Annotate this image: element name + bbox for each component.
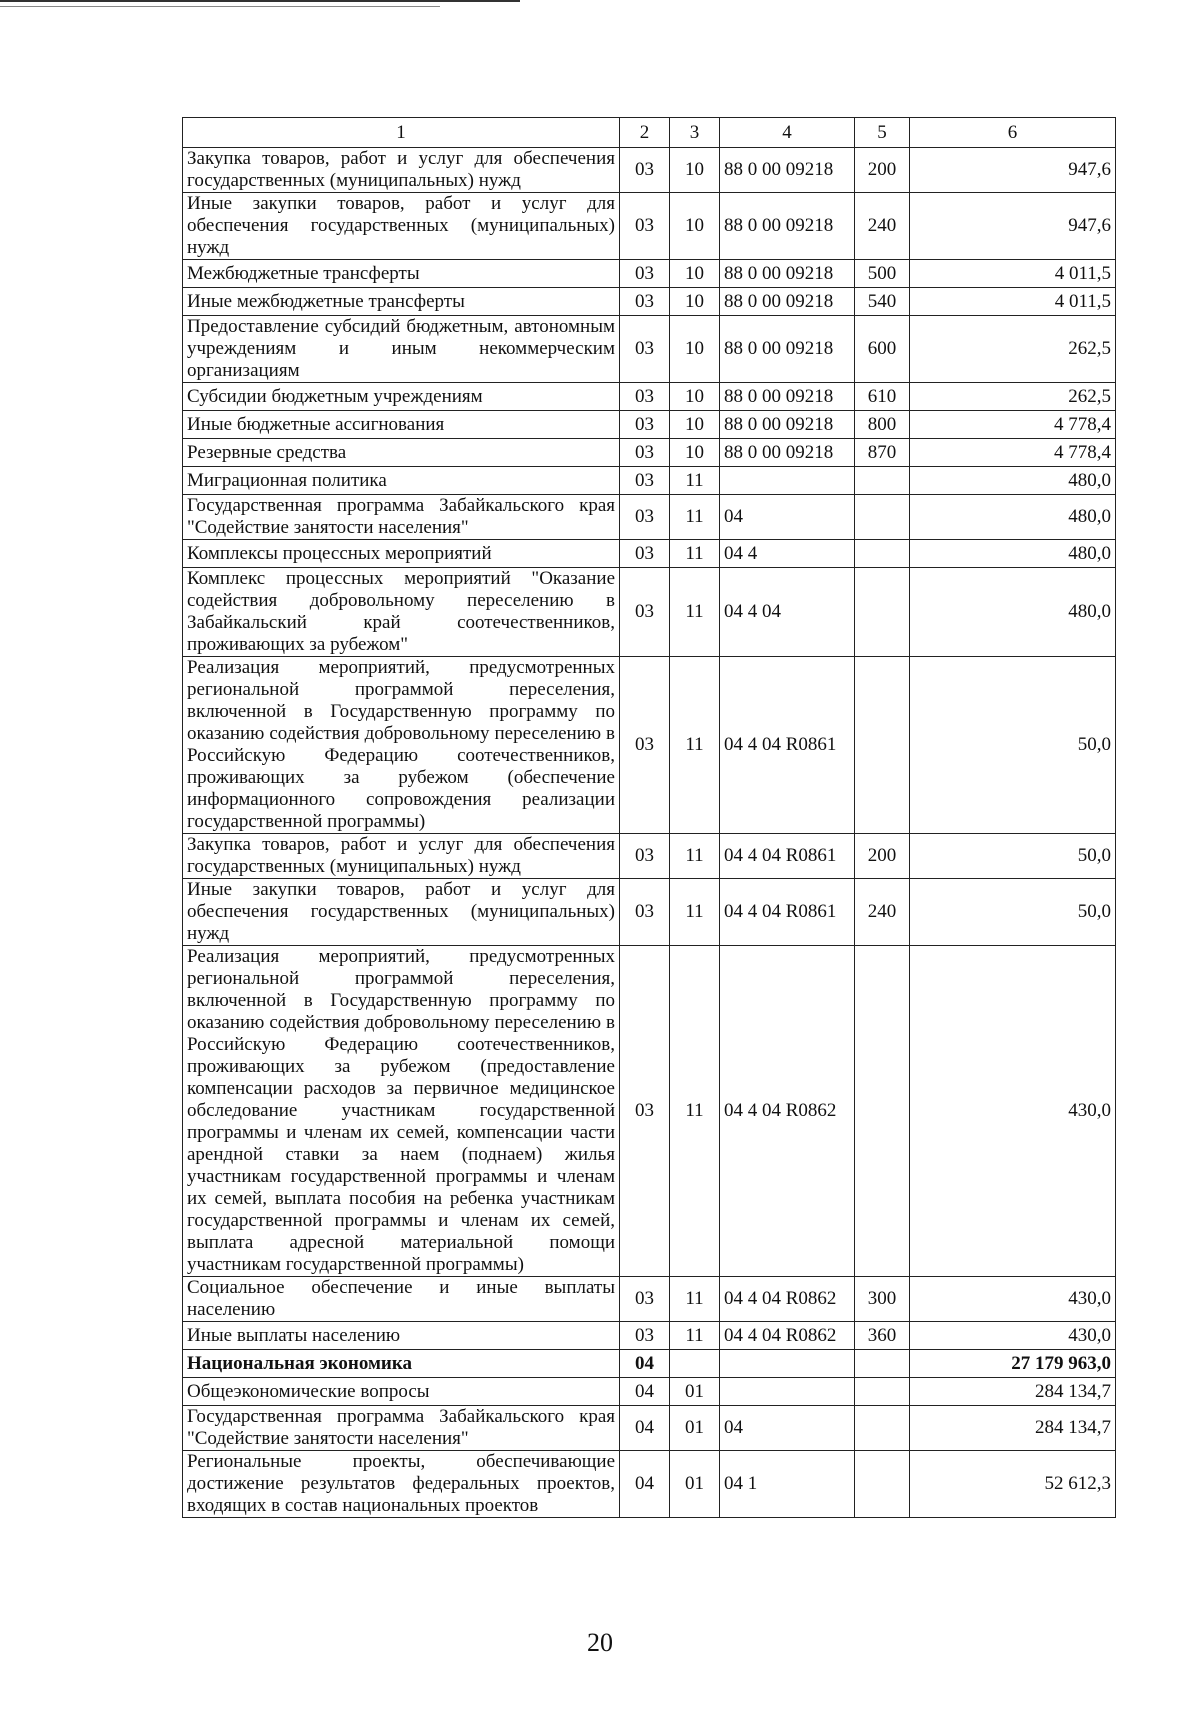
row-subsection: 10 bbox=[670, 193, 720, 260]
row-target-code: 88 0 00 09218 bbox=[720, 316, 855, 383]
row-target-code: 04 4 04 bbox=[720, 568, 855, 657]
row-target-code: 88 0 00 09218 bbox=[720, 439, 855, 467]
row-name: Иные бюджетные ассигнования bbox=[183, 411, 620, 439]
row-target-code: 04 4 04 R0862 bbox=[720, 1322, 855, 1350]
table-row bbox=[183, 879, 1116, 946]
row-expense-type: 240 bbox=[855, 193, 910, 260]
row-name: Миграционная политика bbox=[183, 467, 620, 495]
row-name: Национальная экономика bbox=[183, 1350, 620, 1378]
row-section: 03 bbox=[620, 383, 670, 411]
row-expense-type: 300 bbox=[855, 1277, 910, 1322]
row-subsection: 01 bbox=[670, 1378, 720, 1406]
row-expense-type bbox=[855, 568, 910, 657]
row-amount: 480,0 bbox=[910, 495, 1116, 540]
row-section: 04 bbox=[620, 1378, 670, 1406]
row-name: Иные закупки товаров, работ и услуг для обеспечения государственных (муниципальных) нужд bbox=[183, 193, 620, 260]
table-row bbox=[183, 1277, 1116, 1322]
table-row bbox=[183, 193, 1116, 260]
row-target-code: 04 4 04 R0861 bbox=[720, 879, 855, 946]
row-expense-type bbox=[855, 657, 910, 834]
row-amount: 947,6 bbox=[910, 148, 1116, 193]
row-name: Государственная программа Забайкальского края "Содействие занятости населения" bbox=[183, 1406, 620, 1451]
table-row bbox=[183, 1406, 1116, 1451]
row-target-code: 88 0 00 09218 bbox=[720, 288, 855, 316]
row-section: 04 bbox=[620, 1406, 670, 1451]
row-subsection: 11 bbox=[670, 657, 720, 834]
row-expense-type: 800 bbox=[855, 411, 910, 439]
row-section: 03 bbox=[620, 1277, 670, 1322]
row-amount: 4 778,4 bbox=[910, 411, 1116, 439]
row-subsection: 10 bbox=[670, 383, 720, 411]
row-expense-type bbox=[855, 1451, 910, 1518]
row-amount: 480,0 bbox=[910, 568, 1116, 657]
row-subsection bbox=[670, 1350, 720, 1378]
page-number: 20 bbox=[587, 1628, 613, 1657]
row-target-code: 88 0 00 09218 bbox=[720, 260, 855, 288]
table-header-row bbox=[183, 118, 1116, 148]
row-subsection: 10 bbox=[670, 411, 720, 439]
row-name: Закупка товаров, работ и услуг для обеспечения государственных (муниципальных) нужд bbox=[183, 834, 620, 879]
row-subsection: 10 bbox=[670, 260, 720, 288]
table-row bbox=[183, 260, 1116, 288]
row-subsection: 11 bbox=[670, 946, 720, 1277]
row-expense-type bbox=[855, 467, 910, 495]
row-target-code: 04 4 04 R0861 bbox=[720, 834, 855, 879]
row-target-code: 88 0 00 09218 bbox=[720, 383, 855, 411]
row-subsection: 01 bbox=[670, 1406, 720, 1451]
row-expense-type bbox=[855, 1350, 910, 1378]
table-row bbox=[183, 657, 1116, 834]
row-name: Резервные средства bbox=[183, 439, 620, 467]
row-amount: 50,0 bbox=[910, 834, 1116, 879]
row-section: 03 bbox=[620, 288, 670, 316]
row-expense-type bbox=[855, 1378, 910, 1406]
table-row bbox=[183, 288, 1116, 316]
row-section: 03 bbox=[620, 148, 670, 193]
row-amount: 480,0 bbox=[910, 467, 1116, 495]
scan-top-line bbox=[0, 0, 520, 2]
table-body bbox=[183, 148, 1116, 1518]
row-subsection: 11 bbox=[670, 568, 720, 657]
row-target-code: 04 bbox=[720, 495, 855, 540]
row-section: 03 bbox=[620, 568, 670, 657]
table-row bbox=[183, 946, 1116, 1277]
row-subsection: 10 bbox=[670, 316, 720, 383]
row-target-code bbox=[720, 1350, 855, 1378]
row-amount: 27 179 963,0 bbox=[910, 1350, 1116, 1378]
row-subsection: 11 bbox=[670, 495, 720, 540]
row-target-code: 04 bbox=[720, 1406, 855, 1451]
column-header: 6 bbox=[910, 118, 1116, 148]
row-subsection: 11 bbox=[670, 834, 720, 879]
row-target-code bbox=[720, 1378, 855, 1406]
row-expense-type: 240 bbox=[855, 879, 910, 946]
row-target-code: 88 0 00 09218 bbox=[720, 148, 855, 193]
row-amount: 262,5 bbox=[910, 316, 1116, 383]
table-row bbox=[183, 1378, 1116, 1406]
row-amount: 480,0 bbox=[910, 540, 1116, 568]
table-row bbox=[183, 1451, 1116, 1518]
row-subsection: 01 bbox=[670, 1451, 720, 1518]
row-amount: 430,0 bbox=[910, 1322, 1116, 1350]
row-amount: 430,0 bbox=[910, 1277, 1116, 1322]
row-amount: 50,0 bbox=[910, 879, 1116, 946]
row-section: 03 bbox=[620, 495, 670, 540]
row-name: Общеэкономические вопросы bbox=[183, 1378, 620, 1406]
table-row bbox=[183, 568, 1116, 657]
row-section: 03 bbox=[620, 1322, 670, 1350]
row-amount: 284 134,7 bbox=[910, 1378, 1116, 1406]
column-header: 3 bbox=[670, 118, 720, 148]
row-target-code: 88 0 00 09218 bbox=[720, 411, 855, 439]
column-header: 4 bbox=[720, 118, 855, 148]
row-expense-type bbox=[855, 540, 910, 568]
row-expense-type: 500 bbox=[855, 260, 910, 288]
row-section: 03 bbox=[620, 260, 670, 288]
row-name: Иные выплаты населению bbox=[183, 1322, 620, 1350]
table-row bbox=[183, 495, 1116, 540]
table-row bbox=[183, 540, 1116, 568]
row-target-code: 04 4 04 R0862 bbox=[720, 1277, 855, 1322]
row-expense-type: 200 bbox=[855, 148, 910, 193]
column-header: 1 bbox=[183, 118, 620, 148]
budget-table bbox=[182, 117, 1116, 1518]
row-subsection: 11 bbox=[670, 467, 720, 495]
row-amount: 947,6 bbox=[910, 193, 1116, 260]
row-section: 03 bbox=[620, 411, 670, 439]
column-header: 2 bbox=[620, 118, 670, 148]
row-expense-type: 540 bbox=[855, 288, 910, 316]
row-expense-type: 600 bbox=[855, 316, 910, 383]
table-row bbox=[183, 316, 1116, 383]
table-row bbox=[183, 411, 1116, 439]
row-name: Государственная программа Забайкальского края "Содействие занятости населения" bbox=[183, 495, 620, 540]
row-section: 03 bbox=[620, 879, 670, 946]
row-section: 04 bbox=[620, 1350, 670, 1378]
row-name: Комплекс процессных мероприятий "Оказание содействия добровольному переселению в Забайкальский край соотечественников, проживающих за рубежом" bbox=[183, 568, 620, 657]
row-name: Субсидии бюджетным учреждениям bbox=[183, 383, 620, 411]
row-section: 03 bbox=[620, 657, 670, 834]
row-amount: 4 011,5 bbox=[910, 288, 1116, 316]
row-subsection: 10 bbox=[670, 288, 720, 316]
row-section: 03 bbox=[620, 946, 670, 1277]
row-expense-type bbox=[855, 495, 910, 540]
row-section: 03 bbox=[620, 193, 670, 260]
row-name: Предоставление субсидий бюджетным, автономным учреждениям и иным некоммерческим организациям bbox=[183, 316, 620, 383]
row-target-code: 04 1 bbox=[720, 1451, 855, 1518]
row-name: Иные закупки товаров, работ и услуг для обеспечения государственных (муниципальных) нужд bbox=[183, 879, 620, 946]
table-row bbox=[183, 439, 1116, 467]
row-section: 03 bbox=[620, 439, 670, 467]
row-section: 03 bbox=[620, 834, 670, 879]
row-amount: 430,0 bbox=[910, 946, 1116, 1277]
column-header: 5 bbox=[855, 118, 910, 148]
row-target-code: 04 4 04 R0862 bbox=[720, 946, 855, 1277]
row-subsection: 10 bbox=[670, 148, 720, 193]
row-amount: 4 011,5 bbox=[910, 260, 1116, 288]
row-amount: 52 612,3 bbox=[910, 1451, 1116, 1518]
row-name: Социальное обеспечение и иные выплаты населению bbox=[183, 1277, 620, 1322]
row-subsection: 11 bbox=[670, 1277, 720, 1322]
row-subsection: 11 bbox=[670, 1322, 720, 1350]
row-expense-type: 870 bbox=[855, 439, 910, 467]
row-subsection: 10 bbox=[670, 439, 720, 467]
row-amount: 4 778,4 bbox=[910, 439, 1116, 467]
row-target-code bbox=[720, 467, 855, 495]
row-name: Межбюджетные трансферты bbox=[183, 260, 620, 288]
scan-top-line-2 bbox=[0, 6, 440, 7]
row-expense-type: 610 bbox=[855, 383, 910, 411]
row-name: Закупка товаров, работ и услуг для обеспечения государственных (муниципальных) нужд bbox=[183, 148, 620, 193]
row-name: Реализация мероприятий, предусмотренных региональной программой переселения, включенной в Государственную программу по оказанию содействия добровольному переселению в Российскую Федерацию соотечественников, проживающих за рубежом (обеспечение информационного сопровождения реализации государственной программы) bbox=[183, 657, 620, 834]
row-expense-type: 200 bbox=[855, 834, 910, 879]
row-subsection: 11 bbox=[670, 540, 720, 568]
row-section: 04 bbox=[620, 1451, 670, 1518]
row-name: Иные межбюджетные трансферты bbox=[183, 288, 620, 316]
row-expense-type bbox=[855, 1406, 910, 1451]
table-row bbox=[183, 1350, 1116, 1378]
row-section: 03 bbox=[620, 316, 670, 383]
row-amount: 284 134,7 bbox=[910, 1406, 1116, 1451]
row-target-code: 88 0 00 09218 bbox=[720, 193, 855, 260]
table-row bbox=[183, 467, 1116, 495]
table-row bbox=[183, 383, 1116, 411]
row-expense-type: 360 bbox=[855, 1322, 910, 1350]
table-row bbox=[183, 834, 1116, 879]
row-section: 03 bbox=[620, 467, 670, 495]
row-expense-type bbox=[855, 946, 910, 1277]
row-name: Комплексы процессных мероприятий bbox=[183, 540, 620, 568]
row-name: Реализация мероприятий, предусмотренных региональной программой переселения, включенной в Государственную программу по оказанию содействия добровольному переселению в Российскую Федерацию соотечественников, проживающих за рубежом (предоставление компенсации расходов за первичное медицинское обследование участникам государственной программы и членам их семей, компенсации части арендной ставки за наем (поднаем) жилья участникам государственной программы и членам их семей, выплата пособия на ребенка участникам государственной программы и членам их семей, выплата адресной материальной помощи участникам государственной программы) bbox=[183, 946, 620, 1277]
row-amount: 50,0 bbox=[910, 657, 1116, 834]
row-target-code: 04 4 bbox=[720, 540, 855, 568]
row-section: 03 bbox=[620, 540, 670, 568]
row-target-code: 04 4 04 R0861 bbox=[720, 657, 855, 834]
table-row bbox=[183, 148, 1116, 193]
row-subsection: 11 bbox=[670, 879, 720, 946]
row-name: Региональные проекты, обеспечивающие достижение результатов федеральных проектов, входящих в состав национальных проектов bbox=[183, 1451, 620, 1518]
row-amount: 262,5 bbox=[910, 383, 1116, 411]
table-row bbox=[183, 1322, 1116, 1350]
